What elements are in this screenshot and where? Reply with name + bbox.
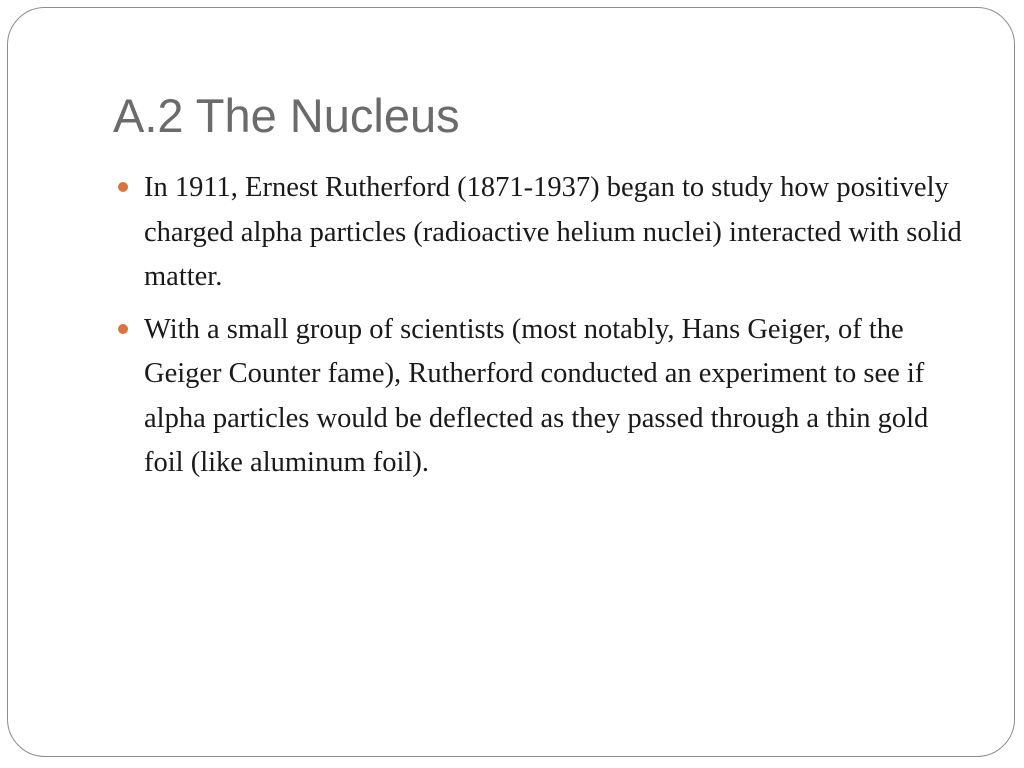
bullet-dot-icon xyxy=(118,324,128,334)
bullet-item xyxy=(118,166,968,300)
slide-title: A.2 The Nucleus xyxy=(113,89,460,142)
bullet-text: In 1911, Ernest Rutherford (1871-1937) began to study how positively charged alpha particles (radioactive helium nuclei) interacted with solid matter. xyxy=(144,172,962,292)
bullet-list xyxy=(118,166,968,494)
bullet-item xyxy=(118,308,968,486)
bullet-dot-icon xyxy=(118,182,128,192)
bullet-text: With a small group of scientists (most notably, Hans Geiger, of the Geiger Counter fame), Rutherford conducted an experiment to see if alpha particles would be deflected as they passed through a thin gold foil (like aluminum foil). xyxy=(144,313,929,478)
